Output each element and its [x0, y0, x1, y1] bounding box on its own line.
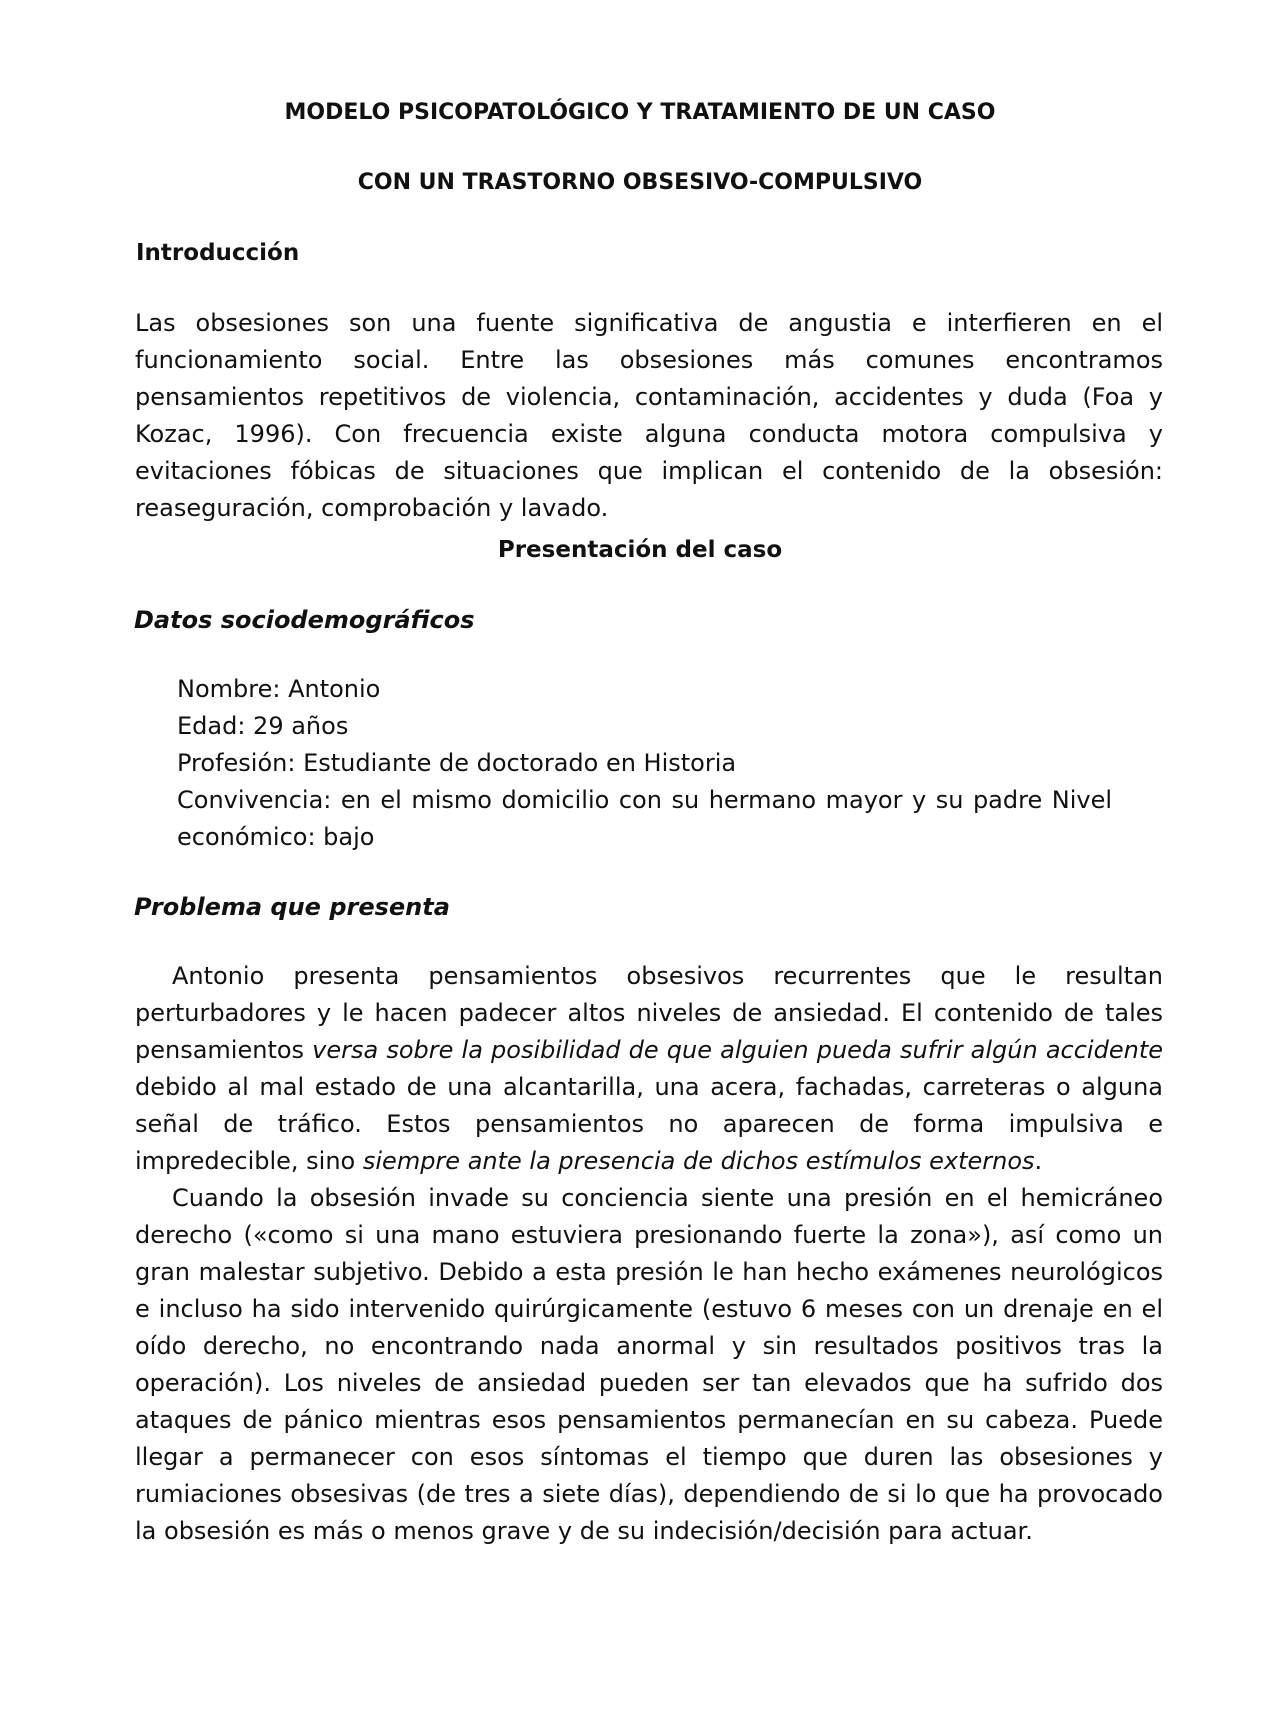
intro-heading: Introducción — [136, 240, 300, 266]
problem-paragraph-1 — [135, 958, 1163, 1180]
sociodemographic-list — [177, 671, 1112, 856]
sociodemographic-heading: Datos sociodemográficos — [134, 606, 475, 634]
problem-p1-text-b: debido al mal estado de una alcantarilla, una acera, fachadas, carreteras o alguna señal de tráfico. Estos pensamientos no aparecen de forma impulsiva e impredecible, sino — [135, 1073, 1163, 1175]
data-profession-item: Profesión: Estudiante de doctorado en Historia — [177, 749, 737, 777]
case-heading: Presentación del caso — [497, 537, 783, 563]
data-name-item: Nombre: Antonio — [177, 675, 381, 703]
document-title-line-2: CON UN TRASTORNO OBSESIVO-COMPULSIVO — [357, 170, 923, 195]
data-age-item: Edad: 29 años — [177, 712, 349, 740]
intro-paragraph: Las obsesiones son una fuente significativa de angustia e interfieren en el funcionamiento social. Entre las obsesiones más comunes encontramos pensamientos repetitivos de violencia, contaminación, accidentes y duda (Foa y Kozac, 1996). Con frecuencia existe alguna conducta motora compulsiva y evitaciones fóbicas de situaciones que implican el contenido de la obsesión: reaseguración, comprobación y lavado. — [135, 309, 1163, 522]
data-cohabitation-item: Convivencia: en el mismo domicilio con su hermano mayor y su padre Nivel económico: bajo — [177, 786, 1112, 851]
problem-p1-italic-2: siempre ante la presencia de dichos estímulos externos — [362, 1147, 1035, 1175]
problem-p1-italic-1: versa sobre la posibilidad de que alguien pueda sufrir algún accidente — [312, 1036, 1163, 1064]
problem-p1-text-c: . — [1034, 1147, 1043, 1175]
document-title-line-1: MODELO PSICOPATOLÓGICO Y TRATAMIENTO DE UN CASO — [284, 100, 996, 125]
problem-p1-text-a: Antonio presenta pensamientos obsesivos recurrentes que le resultan perturbadores y le hacen padecer altos niveles de ansiedad. El contenido de tales pensamientos — [135, 962, 1163, 1064]
problem-heading: Problema que presenta — [134, 893, 450, 921]
problem-paragraph-2: Cuando la obsesión invade su conciencia siente una presión en el hemicráneo derecho («como si una mano estuviera presionando fuerte la zona»), así como un gran malestar subjetivo. Debido a esta presión le han hecho exámenes neurológicos e incluso ha sido intervenido quirúrgicamente (estuvo 6 meses con un drenaje en el oído derecho, no encontrando nada anormal y sin resultados positivos tras la operación). Los niveles de ansiedad pueden ser tan elevados que ha sufrido dos ataques de pánico mientras esos pensamientos permanecían en su cabeza. Puede llegar a permanecer con esos síntomas el tiempo que duren las obsesiones y rumiaciones obsesivas (de tres a siete días), dependiendo de si lo que ha provocado la obsesión es más o menos grave y de su indecisión/decisión para actuar. — [135, 1184, 1163, 1545]
